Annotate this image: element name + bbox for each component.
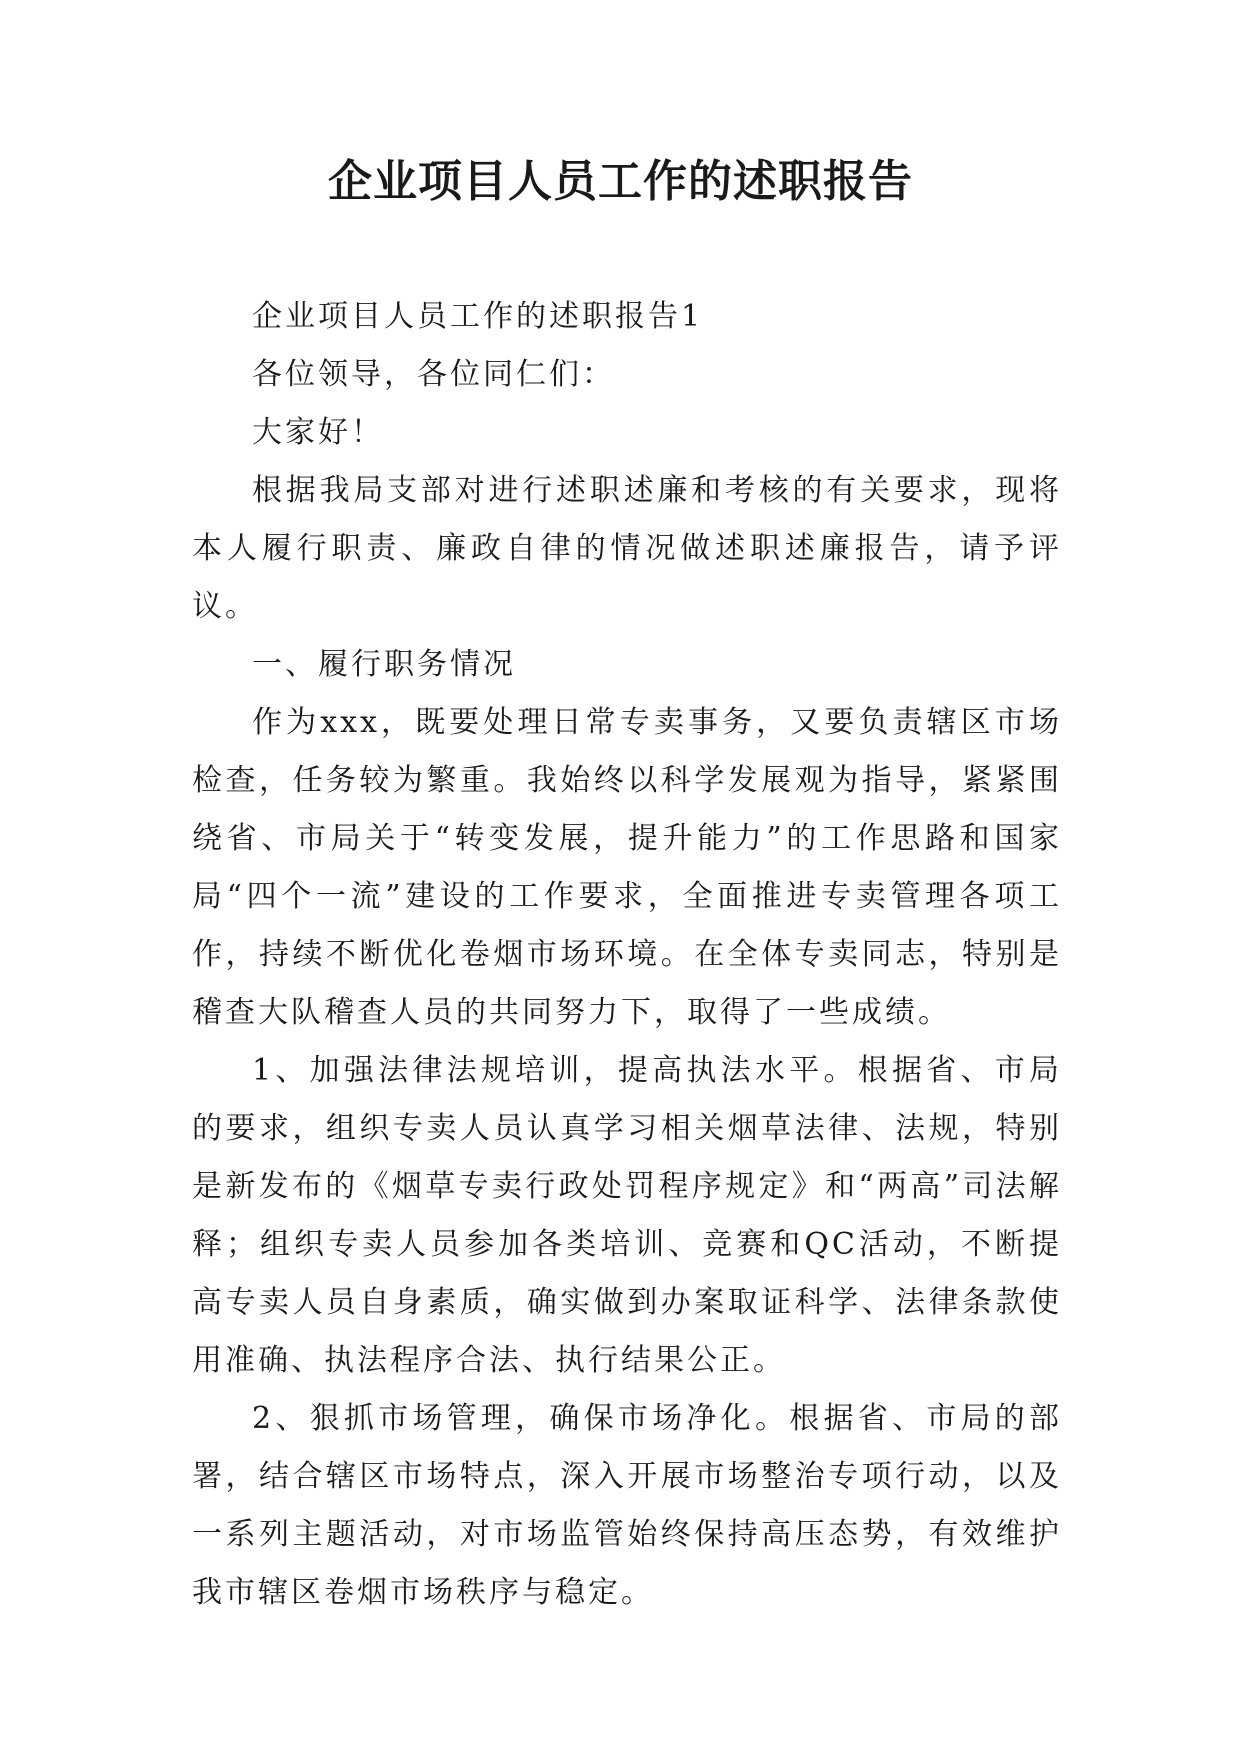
intro-paragraph: 根据我局支部对进行述职述廉和考核的有关要求，现将本人履行职责、廉政自律的情况做述职述廉报告，请予评议。 [192, 473, 1062, 624]
section-heading: 一、履行职务情况 [252, 647, 516, 682]
body-paragraph: 1、加强法律法规培训，提高执法水平。根据省、市局的要求，组织专卖人员认真学习相关烟草法律、法规，特别是新发布的《烟草专卖行政处罚程序规定》和“两高”司法解释；组织专卖人员参加各类培训、竞赛和QC活动，不断提高专卖人员自身素质，确实做到办案取证科学、法律条款使用准确、执法程序合法、执行结果公正。 [192, 1053, 1062, 1378]
document-body [192, 288, 1062, 1622]
report-heading: 企业项目人员工作的述职报告1 [252, 299, 704, 334]
document-title: 企业项目人员工作的述职报告 [328, 156, 913, 207]
body-paragraph: 作为xxx，既要处理日常专卖事务，又要负责辖区市场检查，任务较为繁重。我始终以科学发展观为指导，紧紧围绕省、市局关于“转变发展，提升能力”的工作思路和国家局“四个一流”建设的工作要求，全面推进专卖管理各项工作，持续不断优化卷烟市场环境。在全体专卖同志，特别是稽查大队稽查人员的共同努力下，取得了一些成绩。 [192, 705, 1062, 1030]
salutation: 各位领导，各位同仁们： [252, 357, 615, 392]
greeting: 大家好！ [252, 415, 384, 450]
body-paragraph: 2、狠抓市场管理，确保市场净化。根据省、市局的部署，结合辖区市场特点，深入开展市场整治专项行动，以及一系列主题活动，对市场监管始终保持高压态势，有效维护我市辖区卷烟市场秩序与稳定。 [192, 1401, 1062, 1610]
